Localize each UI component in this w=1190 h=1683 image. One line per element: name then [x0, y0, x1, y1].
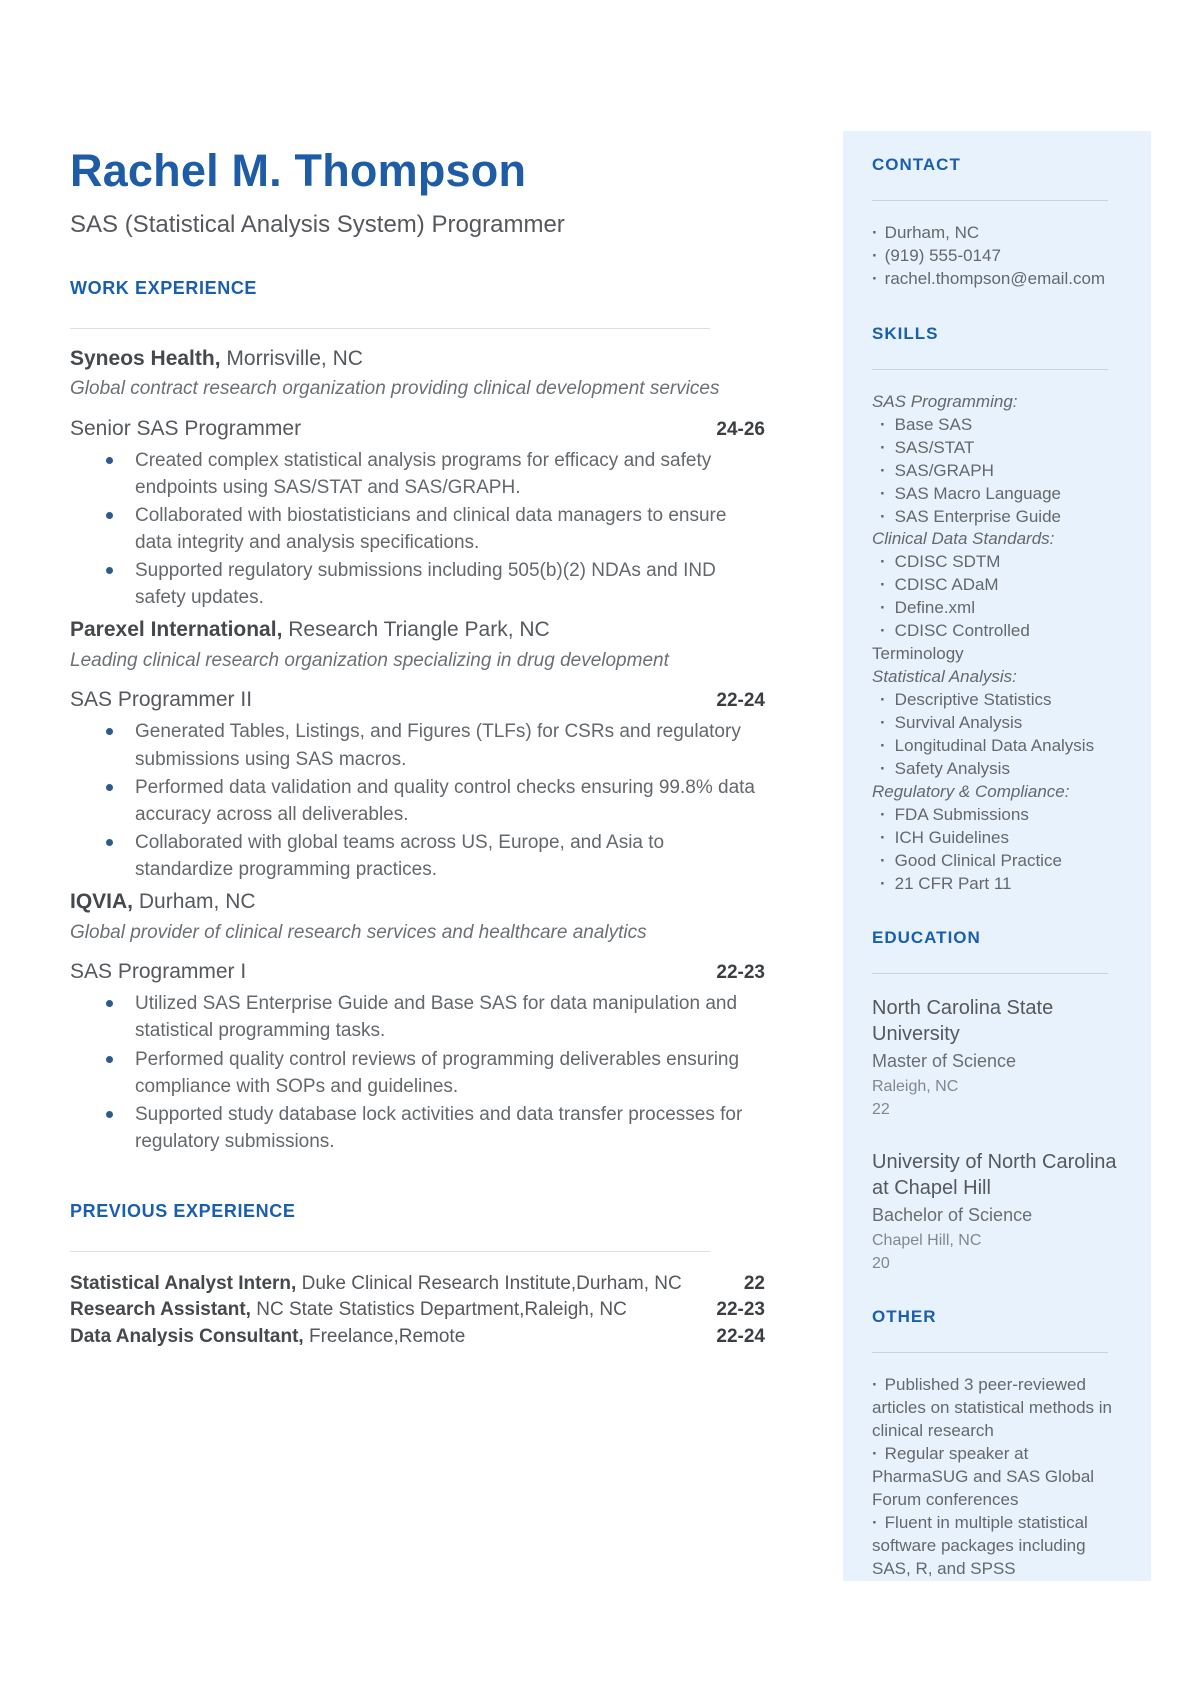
- role-row: [70, 417, 765, 441]
- company-location: Research Triangle Park, NC: [282, 618, 550, 642]
- skill-item: [872, 850, 1123, 873]
- skill-text: Survival Analysis: [894, 712, 1023, 732]
- role-dates: 22-24: [716, 690, 765, 712]
- skill-text: Safety Analysis: [894, 758, 1010, 778]
- bullet-dot-icon: [872, 598, 895, 617]
- previous-role: Data Analysis Consultant,: [70, 1325, 304, 1347]
- company-location: Morrisville, NC: [220, 346, 363, 370]
- skill-group-label: SAS Programming:: [872, 391, 1018, 411]
- company-description: Global provider of clinical research services and healthcare analytics: [70, 921, 647, 943]
- previous-experience-row: [70, 1271, 765, 1297]
- skill-item: [872, 597, 1123, 620]
- skill-text: SAS/GRAPH: [894, 460, 994, 480]
- job-bullet: Supported study database lock activities and data transfer processes for regulatory submissions.: [70, 1101, 765, 1155]
- sidebar-divider: [872, 200, 1108, 201]
- company-description: Global contract research organization providing clinical development services: [70, 377, 720, 399]
- education-heading: EDUCATION: [872, 928, 981, 948]
- bullet-dot-icon: [872, 1513, 885, 1532]
- education-institution: University of North Carolina at Chapel Hill: [872, 1151, 1117, 1200]
- sidebar-divider: [872, 369, 1108, 370]
- skill-item: [872, 712, 1123, 735]
- work-experience-heading: WORK EXPERIENCE: [70, 277, 258, 298]
- skill-item: [872, 414, 1123, 437]
- skill-item: [872, 827, 1123, 850]
- skill-text: ICH Guidelines: [894, 827, 1009, 847]
- skill-text: Good Clinical Practice: [894, 850, 1062, 870]
- job-bullet-list: [70, 718, 765, 883]
- skill-item: [872, 460, 1123, 483]
- skill-group-label: Clinical Data Standards:: [872, 529, 1055, 549]
- education-location: Chapel Hill, NC: [872, 1231, 982, 1249]
- main-column: [70, 146, 765, 1350]
- previous-role: Statistical Analyst Intern,: [70, 1273, 297, 1295]
- bullet-dot-icon: [872, 223, 885, 242]
- skill-text: Longitudinal Data Analysis: [894, 735, 1095, 755]
- bullet-dot-icon: [872, 874, 895, 893]
- role-dates: 24-26: [716, 418, 765, 440]
- company-name: Parexel International,: [70, 618, 283, 642]
- skill-text: CDISC Controlled Terminology: [872, 621, 1030, 664]
- bullet-dot-icon: [872, 438, 895, 457]
- previous-role-line: [70, 1297, 627, 1323]
- skill-item: [872, 551, 1123, 574]
- job-bullet: Supported regulatory submissions including 505(b)(2) NDAs and IND safety updates.: [70, 557, 765, 611]
- skill-text: SAS Enterprise Guide: [894, 506, 1061, 526]
- job-bullet: Collaborated with biostatisticians and clinical data managers to ensure data integrity and analysis specifications.: [70, 502, 765, 556]
- bullet-dot-icon: [872, 575, 895, 594]
- education-degree: Master of Science: [872, 1051, 1017, 1072]
- previous-experience-row: [70, 1297, 765, 1323]
- company-name: Syneos Health,: [70, 346, 221, 370]
- contact-heading: CONTACT: [872, 155, 961, 174]
- other-text: Regular speaker at PharmaSUG and SAS Global Forum conferences: [872, 1444, 1095, 1510]
- job-bullet: Performed data validation and quality control checks ensuring 99.8% data accuracy across all deliverables.: [70, 774, 765, 828]
- previous-dates: 22-24: [716, 1325, 765, 1347]
- job-entry: [70, 617, 765, 883]
- job-bullet: Utilized SAS Enterprise Guide and Base SAS for data manipulation and statistical programming tasks.: [70, 990, 765, 1044]
- skill-item: [872, 506, 1123, 529]
- previous-dates: 22: [743, 1273, 765, 1295]
- skill-text: CDISC ADaM: [894, 575, 999, 595]
- bullet-dot-icon: [872, 484, 895, 503]
- company-line: [70, 346, 765, 372]
- person-name: Rachel M. Thompson: [70, 145, 527, 196]
- role-title: SAS Programmer II: [70, 688, 253, 712]
- bullet-dot-icon: [872, 1375, 885, 1394]
- role-row: [70, 688, 765, 712]
- other-section: [872, 1307, 1123, 1580]
- previous-role-line: [70, 1324, 465, 1350]
- previous-org: NC State Statistics Department,Raleigh, NC: [250, 1299, 627, 1321]
- job-entry: [70, 889, 765, 1155]
- section-divider: [70, 328, 710, 329]
- bullet-dot-icon: [872, 246, 885, 265]
- other-heading: OTHER: [872, 1307, 937, 1327]
- contact-phone-text: (919) 555-0147: [884, 245, 1001, 265]
- job-bullet: Performed quality control reviews of programming deliverables ensuring compliance with SOPs and guidelines.: [70, 1046, 765, 1100]
- bullet-dot-icon: [872, 828, 895, 847]
- skill-group-label: Regulatory & Compliance:: [872, 781, 1070, 801]
- skills-section: [872, 324, 1123, 896]
- job-bullet: Created complex statistical analysis programs for efficacy and safety endpoints using SAS/STAT and SAS/GRAPH.: [70, 447, 765, 501]
- previous-org: Duke Clinical Research Institute,Durham, NC: [296, 1273, 682, 1295]
- other-text: Fluent in multiple statistical software packages including SAS, R, and SPSS: [872, 1513, 1088, 1578]
- previous-org: Freelance,Remote: [303, 1325, 466, 1347]
- skill-item: [872, 689, 1123, 712]
- bullet-dot-icon: [872, 851, 895, 870]
- job-bullet: Generated Tables, Listings, and Figures (TLFs) for CSRs and regulatory submissions using SAS macros.: [70, 718, 765, 772]
- bullet-dot-icon: [872, 552, 895, 571]
- skill-item: [872, 574, 1123, 597]
- education-entry: [872, 1149, 1123, 1274]
- education-institution: North Carolina State University: [872, 997, 1054, 1046]
- bullet-dot-icon: [872, 736, 895, 755]
- previous-dates: 22-23: [716, 1299, 765, 1321]
- bullet-dot-icon: [872, 415, 895, 434]
- company-location: Durham, NC: [133, 890, 256, 914]
- bullet-dot-icon: [872, 1444, 885, 1463]
- bullet-dot-icon: [872, 713, 895, 732]
- contact-item-phone: [872, 245, 1123, 268]
- bullet-dot-icon: [872, 269, 885, 288]
- education-section: [872, 928, 1123, 1274]
- sidebar-divider: [872, 973, 1108, 974]
- bullet-dot-icon: [872, 621, 895, 640]
- bullet-dot-icon: [872, 461, 895, 480]
- skill-item: [872, 735, 1123, 758]
- skill-item: [872, 437, 1123, 460]
- previous-role-line: [70, 1271, 682, 1297]
- other-item: [872, 1374, 1123, 1443]
- contact-item-email: [872, 268, 1123, 291]
- company-name: IQVIA,: [70, 890, 134, 914]
- contact-email-text: rachel.thompson@email.com: [884, 268, 1106, 288]
- bullet-dot-icon: [872, 759, 895, 778]
- skill-text: CDISC SDTM: [894, 552, 1001, 572]
- other-item: [872, 1512, 1123, 1581]
- education-entry: [872, 995, 1123, 1120]
- skill-text: SAS Macro Language: [894, 483, 1062, 503]
- company-line: [70, 889, 765, 915]
- skill-item: [872, 758, 1123, 781]
- sidebar: [843, 131, 1151, 1581]
- role-row: [70, 960, 765, 984]
- skill-group-label: Statistical Analysis:: [872, 667, 1017, 687]
- previous-experience-list: [70, 1271, 765, 1350]
- job-entry: [70, 346, 765, 612]
- skill-text: Base SAS: [894, 414, 973, 434]
- skill-text: Define.xml: [894, 598, 975, 618]
- job-bullet-list: [70, 990, 765, 1155]
- education-degree: Bachelor of Science: [872, 1205, 1033, 1226]
- previous-experience-row: [70, 1324, 765, 1350]
- skill-item: [872, 873, 1123, 896]
- contact-location-text: Durham, NC: [884, 223, 980, 242]
- previous-role: Research Assistant,: [70, 1299, 251, 1321]
- role-dates: 22-23: [716, 962, 765, 984]
- skill-text: SAS/STAT: [894, 437, 975, 457]
- role-title: SAS Programmer I: [70, 960, 247, 984]
- bullet-dot-icon: [872, 690, 895, 709]
- skills-heading: SKILLS: [872, 323, 939, 343]
- education-location: Raleigh, NC: [872, 1077, 959, 1095]
- skill-item: [872, 620, 1123, 666]
- company-description: Leading clinical research organization specializing in drug development: [70, 649, 669, 671]
- contact-list: [872, 222, 1123, 291]
- skill-text: Descriptive Statistics: [894, 690, 1052, 709]
- other-text: Published 3 peer-reviewed articles on statistical methods in clinical research: [872, 1375, 1112, 1441]
- skill-item: [872, 804, 1123, 827]
- bullet-dot-icon: [872, 507, 895, 526]
- bullet-dot-icon: [872, 805, 895, 824]
- contact-section: [872, 155, 1123, 291]
- previous-experience-heading: PREVIOUS EXPERIENCE: [70, 1201, 296, 1222]
- skill-text: 21 CFR Part 11: [894, 873, 1012, 893]
- role-title: Senior SAS Programmer: [70, 416, 302, 440]
- contact-item-location: [872, 222, 1123, 245]
- other-item: [872, 1443, 1123, 1512]
- job-bullet-list: [70, 447, 765, 612]
- person-job-title: SAS (Statistical Analysis System) Programmer: [70, 211, 565, 239]
- job-bullet: Collaborated with global teams across US, Europe, and Asia to standardize programming practices.: [70, 829, 765, 883]
- sidebar-divider: [872, 1352, 1108, 1353]
- section-divider: [70, 1251, 710, 1252]
- education-year: 20: [872, 1254, 890, 1272]
- skill-item: [872, 483, 1123, 506]
- education-year: 22: [872, 1100, 890, 1118]
- skill-text: FDA Submissions: [894, 804, 1029, 824]
- company-line: [70, 617, 765, 643]
